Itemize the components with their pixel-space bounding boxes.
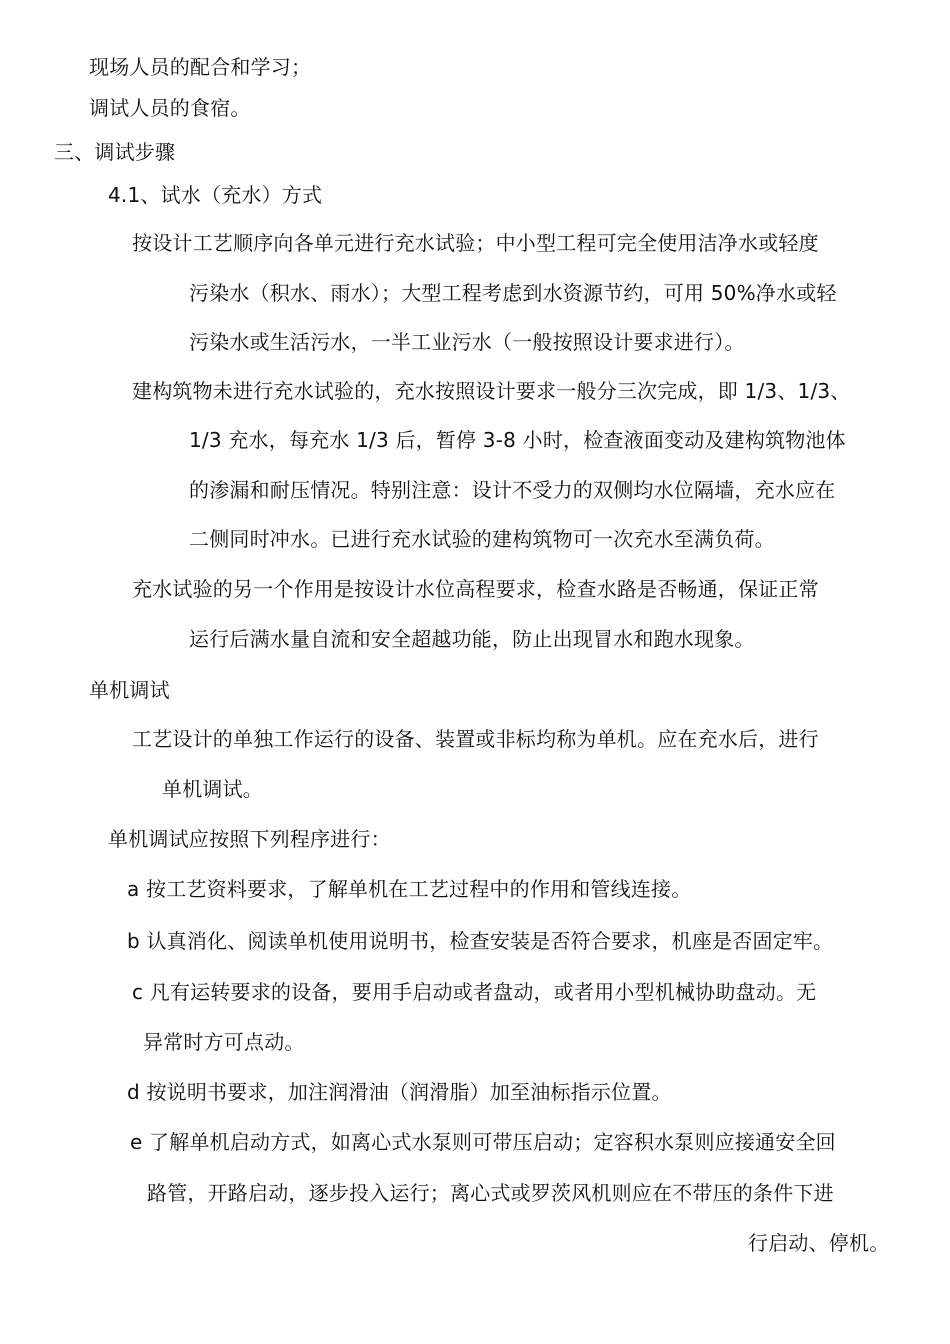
paragraph-line: 污染水（积水、雨水）；大型工程考虑到水资源节约，可用 50%净水或轻 [189, 281, 837, 305]
subsection-heading: 4.1、试水（充水）方式 [108, 183, 323, 207]
list-item: a 按工艺资料要求，了解单机在工艺过程中的作用和管线连接。 [127, 877, 692, 901]
section-heading: 单机调试 [89, 678, 170, 702]
paragraph-line: 污染水或生活污水，一半工业污水（一般按照设计要求进行）。 [189, 330, 745, 354]
paragraph-line: 单机调试应按照下列程序进行： [108, 827, 391, 851]
paragraph-line: 二侧同时冲水。已进行充水试验的建构筑物可一次充水至满负荷。 [189, 527, 775, 551]
paragraph-line: 运行后满水量自流和安全超越功能，防止出现冒水和跑水现象。 [189, 627, 755, 651]
list-item-continuation: 行启动、停机。 [748, 1231, 890, 1255]
paragraph-line: 建构筑物未进行充水试验的，充水按照设计要求一般分三次完成，即 1/3、1/3、 [132, 379, 851, 403]
section-heading: 三、调试步骤 [54, 140, 176, 164]
paragraph-line: 按设计工艺顺序向各单元进行充水试验；中小型工程可完全使用洁净水或轻度 [132, 231, 819, 255]
paragraph-line: 的渗漏和耐压情况。特别注意：设计不受力的双侧均水位隔墙，充水应在 [189, 478, 836, 502]
text-line: 调试人员的食宿。 [89, 96, 251, 120]
list-item: b 认真消化、阅读单机使用说明书，检查安装是否符合要求，机座是否固定牢。 [127, 929, 834, 953]
paragraph-line: 单机调试。 [162, 777, 263, 801]
list-item-continuation: 异常时方可点动。 [143, 1030, 305, 1054]
paragraph-line: 充水试验的另一个作用是按设计水位高程要求，检查水路是否畅通，保证正常 [132, 577, 819, 601]
paragraph-line: 1/3 充水，每充水 1/3 后，暂停 3-8 小时，检查液面变动及建构筑物池体 [189, 428, 846, 452]
list-item: d 按说明书要求，加注润滑油（润滑脂）加至油标指示位置。 [127, 1080, 672, 1104]
text-line: 现场人员的配合和学习； [89, 55, 312, 79]
list-item: e 了解单机启动方式，如离心式水泵则可带压启动；定容积水泵则应接通安全回 [130, 1130, 836, 1154]
list-item: c 凡有运转要求的设备，要用手启动或者盘动，或者用小型机械协助盘动。无 [132, 980, 817, 1004]
paragraph-line: 工艺设计的单独工作运行的设备、装置或非标均称为单机。应在充水后，进行 [132, 727, 819, 751]
list-item-continuation: 路管，开路启动，逐步投入运行；离心式或罗茨风机则应在不带压的条件下进 [147, 1181, 834, 1205]
